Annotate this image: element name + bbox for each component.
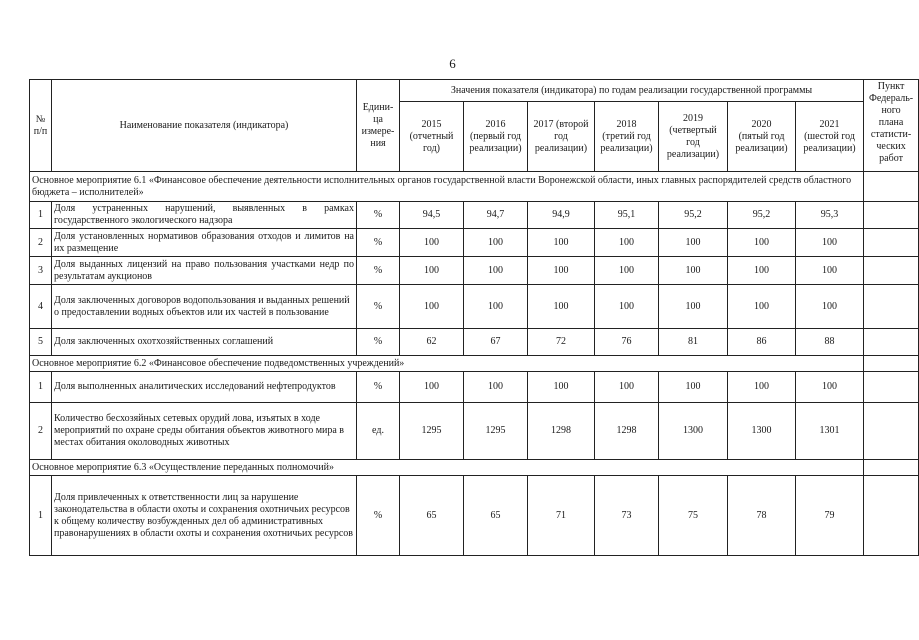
row-plan [864,372,919,403]
value-2016: 100 [464,229,528,257]
table-row [30,285,919,329]
row-num: 3 [30,257,52,285]
row-name: Доля устраненных нарушений, выявленных в рамках государственного экологического надзора [52,202,357,229]
row-name: Доля выданных лицензий на право пользования участками недр по результатам аукционов [52,257,357,285]
header-year-2019 [659,102,728,172]
year-label: 2017 (второй год реализации) [533,118,589,154]
row-num: 1 [30,372,52,403]
value-2020: 1300 [728,403,796,460]
value-2015: 100 [400,285,464,329]
value-2020: 100 [728,229,796,257]
year-label: 2016 (первый год реализации) [469,118,522,154]
value-2018: 100 [595,229,659,257]
table-row [30,476,919,556]
value-2021: 88 [796,329,864,356]
year-label: 2019 (четвертый год реализации) [666,112,720,160]
header-year-2017 [528,102,595,172]
value-2015: 65 [400,476,464,556]
indicators-table [29,79,919,556]
value-2016: 1295 [464,403,528,460]
table-row [30,202,919,229]
value-2015: 100 [400,257,464,285]
row-unit: % [357,229,400,257]
value-2019: 1300 [659,403,728,460]
value-2017: 1298 [528,403,595,460]
header-year-2021 [796,102,864,172]
row-name: Доля заключенных охотхозяйственных соглашений [52,329,357,356]
section-title: Основное мероприятие 6.2 «Финансовое обеспечение подведомственных учреждений» [30,356,864,372]
value-2021: 100 [796,285,864,329]
row-unit: % [357,202,400,229]
value-2015: 100 [400,372,464,403]
value-2016: 100 [464,285,528,329]
header-unit [357,80,400,172]
header-year-2015 [400,102,464,172]
value-2018: 1298 [595,403,659,460]
header-plan-item [864,80,919,172]
row-plan [864,476,919,556]
table-row [30,229,919,257]
table-row [30,372,919,403]
table-row [30,329,919,356]
value-2019: 100 [659,229,728,257]
row-unit: % [357,372,400,403]
value-2016: 100 [464,372,528,403]
value-2019: 81 [659,329,728,356]
value-2017: 72 [528,329,595,356]
value-2018: 100 [595,257,659,285]
value-2021: 100 [796,372,864,403]
value-2021: 1301 [796,403,864,460]
page-number: 6 [449,56,456,71]
value-2020: 100 [728,372,796,403]
row-num: 2 [30,229,52,257]
row-name: Доля привлеченных к ответственности лиц за нарушение законодательства в области охоты и сохранения охотничьих ресурсов к общему количеству возбужденных дел об административных правонарушениях в области охоты и сохранения охотничьих ресурсов [52,476,357,556]
value-2015: 94,5 [400,202,464,229]
value-2018: 76 [595,329,659,356]
row-plan [864,202,919,229]
value-2020: 95,2 [728,202,796,229]
value-2017: 94,9 [528,202,595,229]
year-label: 2020 (пятый год реализации) [735,118,788,154]
row-plan [864,403,919,460]
row-num: 1 [30,476,52,556]
value-2020: 100 [728,285,796,329]
section-plan-cell [864,172,919,202]
value-2021: 100 [796,229,864,257]
row-unit: % [357,329,400,356]
value-2018: 100 [595,285,659,329]
row-unit: % [357,476,400,556]
value-2021: 79 [796,476,864,556]
section-row [30,460,919,476]
table-row [30,403,919,460]
header-year-2016 [464,102,528,172]
value-2016: 94,7 [464,202,528,229]
value-2018: 100 [595,372,659,403]
row-unit: ед. [357,403,400,460]
value-2017: 100 [528,372,595,403]
row-num: 1 [30,202,52,229]
header-row [30,80,919,102]
header-name [52,80,357,172]
value-2019: 75 [659,476,728,556]
year-label: 2021 (шестой год реализации) [803,118,856,154]
value-2019: 100 [659,257,728,285]
section-plan-cell [864,460,919,476]
row-num: 4 [30,285,52,329]
section-row [30,172,919,202]
section-title: Основное мероприятие 6.1 «Финансовое обеспечение деятельности исполнительных органов государственной власти Воронежской области, иных главных распорядителей средств областного бюджета – исполнителей» [30,172,864,202]
header-values-group-text: Значения показателя (индикатора) по годам реализации государственной программы [450,84,813,96]
table-row [30,257,919,285]
row-name: Доля заключенных договоров водопользования и выданных решений о предоставлении водных объектов или их частей в пользование [52,285,357,329]
value-2019: 95,2 [659,202,728,229]
header-unit-text: Едини- ца измере- ния [361,101,395,149]
header-num-text: № п/п [33,113,48,137]
header-year-2018 [595,102,659,172]
value-2021: 100 [796,257,864,285]
header-values-group [400,80,864,102]
value-2019: 100 [659,285,728,329]
value-2018: 95,1 [595,202,659,229]
year-label: 2018 (третий год реализации) [600,118,653,154]
row-unit: % [357,285,400,329]
row-plan [864,329,919,356]
value-2020: 78 [728,476,796,556]
value-2015: 100 [400,229,464,257]
value-2018: 73 [595,476,659,556]
value-2016: 100 [464,257,528,285]
section-row [30,356,919,372]
row-unit: % [357,257,400,285]
value-2015: 1295 [400,403,464,460]
row-name: Доля установленных нормативов образования отходов и лимитов на их размещение [52,229,357,257]
row-num: 5 [30,329,52,356]
row-plan [864,285,919,329]
header-num [30,80,52,172]
row-num: 2 [30,403,52,460]
year-label: 2015 (отчетный год) [409,118,454,154]
value-2016: 67 [464,329,528,356]
value-2020: 86 [728,329,796,356]
section-title: Основное мероприятие 6.3 «Осуществление переданных полномочий» [30,460,864,476]
value-2020: 100 [728,257,796,285]
row-plan [864,229,919,257]
value-2021: 95,3 [796,202,864,229]
row-name: Доля выполненных аналитических исследований нефтепродуктов [52,372,357,403]
header-plan-item-text: Пункт Федераль- ного плана статисти- ческих работ [868,81,914,164]
value-2019: 100 [659,372,728,403]
value-2017: 100 [528,229,595,257]
value-2017: 71 [528,476,595,556]
header-year-2020 [728,102,796,172]
section-plan-cell [864,356,919,372]
value-2016: 65 [464,476,528,556]
row-name: Количество бесхозяйных сетевых орудий лова, изъятых в ходе мероприятий по охране среды обитания объектов животного мира в местах обитания околоводных животных [52,403,357,460]
header-name-text: Наименование показателя (индикатора) [119,119,289,131]
value-2017: 100 [528,285,595,329]
value-2017: 100 [528,257,595,285]
value-2015: 62 [400,329,464,356]
row-plan [864,257,919,285]
